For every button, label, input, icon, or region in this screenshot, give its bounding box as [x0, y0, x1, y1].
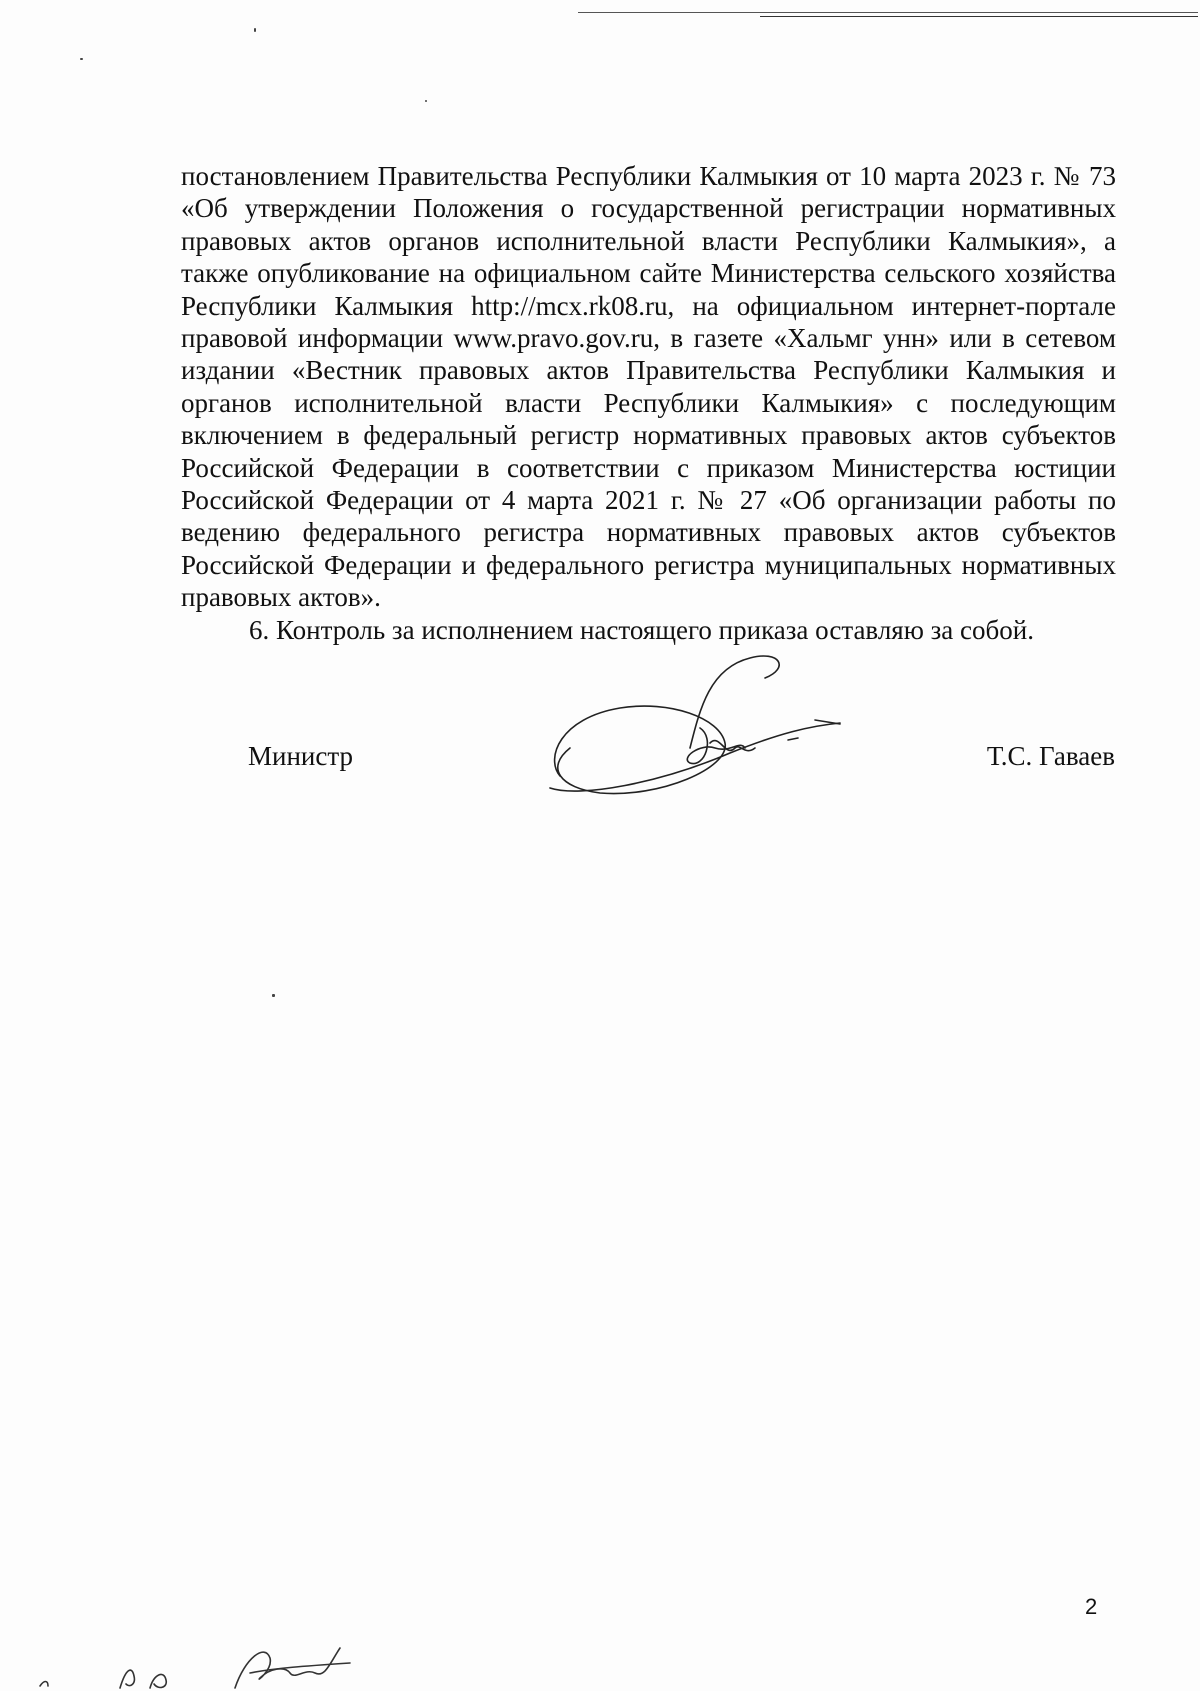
scan-speck: [425, 100, 427, 102]
scan-edge-line: [578, 12, 1198, 13]
paragraph-6-control: 6. Контроль за исполнением настоящего приказа оставляю за собой.: [249, 615, 1034, 645]
scan-speck: [254, 28, 256, 32]
paragraph-continuation: постановлением Правительства Республики Калмыкия от 10 марта 2023 г. № 73 «Об утверждении Положения о государственной регистрации нормативных правовых актов органов исполнительной власти Республики Калмыкия», а также опубликование на официальном сайте Министерства сельского хозяйства Республики Калмыкия http://mcx.rk08.ru, на официальном интернет-портале правовой информации www.pravo.gov.ru, в газете «Хальмг унн» или в сетевом издании «Вестник правовых актов Правительства Республики Калмыкия и органов исполнительной власти Республики Калмыкия» с последующим включением в федеральный регистр нормативных правовых актов субъектов Российской Федерации в соответствии с приказом Министерства юстиции Российской Федерации от 4 марта 2021 г. № 27 «Об организации работы по ведению федерального регистра нормативных правовых актов субъектов Российской Федерации и федерального регистра муниципальных нормативных правовых актов».: [181, 161, 1116, 613]
signatory-title: Министр: [248, 741, 353, 771]
scan-speck: [272, 994, 275, 997]
scan-speck: [80, 58, 83, 60]
scan-edge-line: [760, 16, 1198, 17]
handwritten-signature: [540, 648, 860, 808]
page-number: 2: [1085, 1594, 1098, 1619]
handwritten-initials: [30, 1628, 390, 1691]
signatory-name: Т.С. Гаваев: [986, 741, 1115, 771]
